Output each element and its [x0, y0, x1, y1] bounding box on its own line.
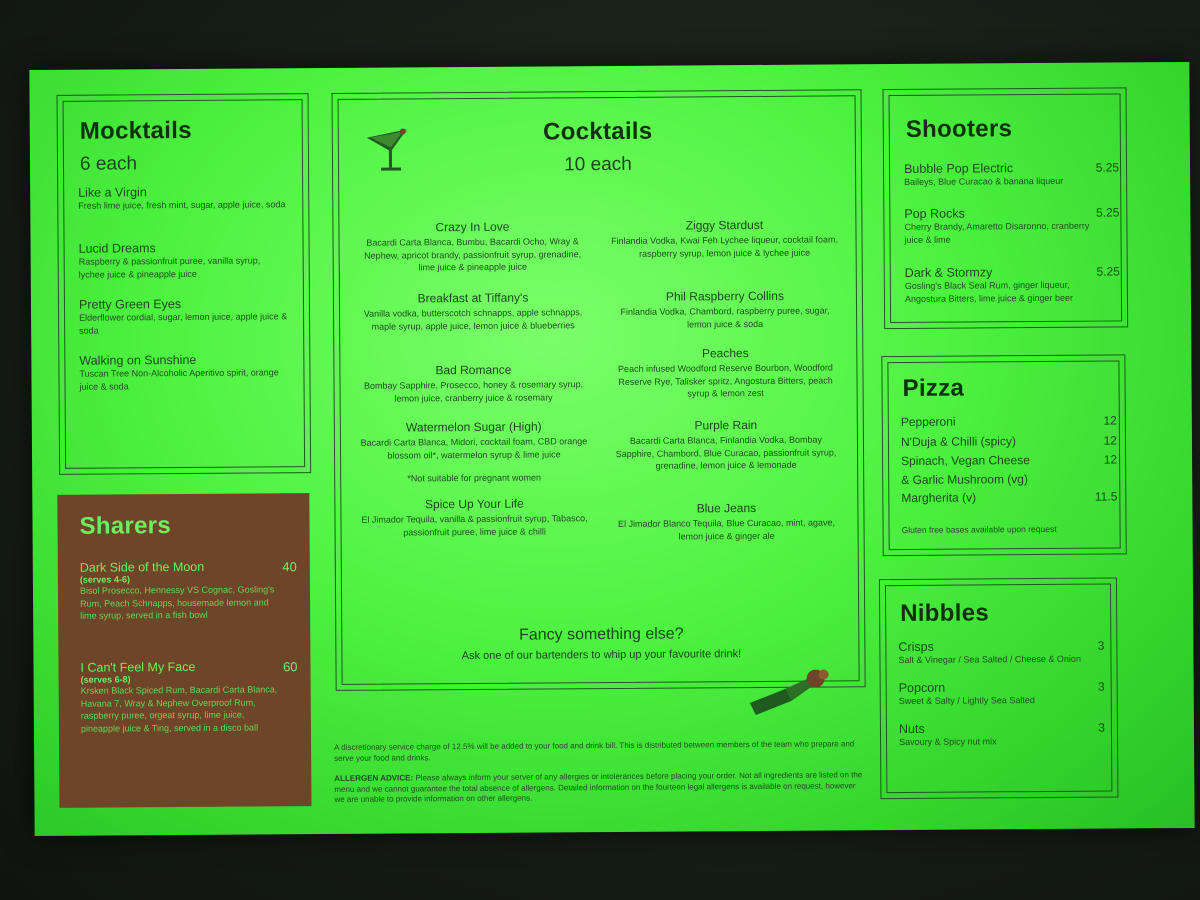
- item-desc: Bacardi Carta Blanca, Midori, cocktail foam, CBD orange blossom oil*, watermelon syrup & lime juice: [360, 436, 588, 461]
- item-name: I Can't Feel My Face: [80, 659, 196, 675]
- list-item: [904, 205, 1120, 246]
- item-desc: Finlandia Vodka, Chambord, raspberry puree, sugar, lemon juice & soda: [620, 305, 830, 329]
- shooters-panel: [882, 87, 1128, 329]
- list-item: [900, 433, 1118, 449]
- fancy-heading: Fancy something else?: [518, 625, 684, 644]
- item-name: Lucid Dreams: [78, 241, 156, 256]
- list-item: [358, 290, 588, 333]
- item-name: Dark & Stormzy: [904, 265, 993, 280]
- list-item: [898, 720, 1106, 749]
- list-item: [901, 452, 1118, 468]
- item-desc: Sweet & Salty / Lightly Sea Salted: [898, 695, 1035, 707]
- item-name: Watermelon Sugar (High): [405, 419, 542, 435]
- item-name: Blue Jeans: [696, 500, 757, 516]
- sharers-title: Sharers: [79, 512, 172, 540]
- item-desc: Cherry Brandy, Amaretto Disaronno, cranberry juice & lime: [904, 220, 1090, 245]
- item-name: Crisps: [898, 639, 934, 655]
- item-name: Popcorn: [898, 680, 946, 696]
- pizza-panel: [881, 354, 1126, 556]
- ask-text: Ask one of our bartenders to whip up your favourite drink!: [461, 648, 742, 663]
- item-name: Margherita (v): [901, 490, 977, 505]
- item-desc: Bacardi Carta Blanca, Finlandia Vodka, Bombay Sapphire, Chambord, Blue Curacao, passionfruit syrup, grenadine, lemon juice & lemonade: [615, 434, 837, 471]
- item-price: 12: [1103, 452, 1118, 467]
- item-desc: Baileys, Blue Curacao & banana liqueur: [904, 175, 1064, 187]
- item-serves: (serves 6-8): [80, 674, 131, 685]
- list-item: [78, 184, 288, 212]
- allergen-text: Please always inform your server of any allergies or intolerances before placing your order. Not all ingredients are listed on the menu and we cannot guarantee the total absence of allergens. Detailed information on the fourteen legal allergens is available on request, however we are unable to provide information on other allergens.: [334, 770, 863, 804]
- item-desc: Bombay Sapphire, Prosecco, honey & rosemary syrup, lemon juice, cranberry juice & rosemary: [363, 379, 584, 404]
- item-price: 5.25: [1095, 160, 1120, 175]
- item-desc: Fresh lime juice, fresh mint, sugar, apple juice, soda: [78, 199, 286, 211]
- item-name: Ziggy Stardust: [685, 217, 764, 233]
- list-item: [80, 659, 298, 734]
- item-name: Spinach, Vegan Cheese: [901, 453, 1030, 468]
- item-desc: El Jimador Blanco Tequila, Blue Curacao, mint, agave, lemon juice & ginger ale: [618, 517, 836, 542]
- cocktails-panel: [332, 89, 866, 691]
- mocktails-price: 6 each: [79, 153, 138, 175]
- item-name: Nuts: [898, 721, 925, 737]
- item-name: Bubble Pop Electric: [904, 161, 1014, 176]
- item-price: 12: [1103, 433, 1118, 448]
- item-desc: Raspberry & passionfruit puree, vanilla syrup, lychee juice & pineapple juice: [78, 255, 261, 280]
- item-price: 3: [1098, 720, 1106, 735]
- item-name: Purple Rain: [694, 417, 758, 433]
- item-price: 5.25: [1096, 264, 1120, 279]
- pizza-note: Gluten free bases available upon request: [901, 523, 1057, 535]
- item-name: Phil Raspberry Collins: [665, 288, 784, 304]
- item-price: 60: [282, 659, 298, 675]
- item-desc: Krsken Black Spiced Rum, Bacardi Carta Blanca, Havana 7, Wray & Nephew Overproof Rum, raspberry puree, orgeat syrup, lime juice, pineapple juice & Ting, served in a disco ball: [80, 684, 278, 734]
- item-desc: Bacardi Carta Blanca, Bumbu, Bacardi Ocho, Wray & Nephew, apricot brandy, passionfruit syrup, grenadine, lime juice & pineapple juice: [364, 236, 582, 273]
- item-name: Pretty Green Eyes: [78, 297, 182, 312]
- list-item: [900, 413, 1117, 429]
- item-name: N'Duja & Chilli (spicy): [900, 434, 1016, 449]
- item-serves: (serves 4-6): [79, 574, 130, 585]
- nibbles-title: Nibbles: [900, 599, 990, 627]
- list-item: [898, 638, 1105, 667]
- sharers-panel: [57, 493, 311, 808]
- item-name: Dark Side of the Moon: [79, 559, 205, 575]
- list-item: [359, 419, 589, 462]
- list-item: [904, 160, 1120, 189]
- item-desc: Gosling's Black Seal Rum, ginger liqueur, Angostura Bitters, lime juice & ginger beer: [904, 279, 1074, 304]
- list-item: [359, 496, 589, 539]
- mocktails-panel: [57, 93, 312, 475]
- item-desc: Vanilla vodka, butterscotch schnapps, apple schnapps, maple syrup, apple juice, lemon juice & blueberries: [363, 307, 583, 332]
- pizza-title: Pizza: [902, 374, 965, 402]
- item-desc: Salt & Vinegar / Sea Salted / Cheese & Onion: [898, 653, 1081, 666]
- item-name: Peaches: [701, 346, 749, 361]
- service-charge-text: A discretionary service charge of 12.5% will be added to your food and drink bill. This is distributed between members of the team who prepare and serve your food and drinks.: [334, 739, 855, 763]
- shooters-title: Shooters: [905, 115, 1013, 143]
- menu-sheet: [29, 62, 1194, 836]
- list-item: [358, 362, 588, 405]
- list-item: [904, 264, 1120, 305]
- list-item: [79, 296, 289, 336]
- nibbles-panel: [879, 577, 1119, 799]
- item-name: Pepperoni: [900, 414, 956, 429]
- list-item: [610, 288, 840, 331]
- item-name: Crazy In Love: [435, 219, 510, 235]
- item-price: 3: [1097, 679, 1105, 694]
- list-item: [901, 489, 1118, 505]
- item-name: Spice Up Your Life: [424, 496, 524, 512]
- list-item: [610, 345, 840, 400]
- item-name: Like a Virgin: [78, 185, 147, 200]
- list-item: [79, 559, 297, 622]
- item-name: & Garlic Mushroom (vg): [901, 472, 1028, 487]
- item-desc: Peach infused Woodford Reserve Bourbon, Woodford Reserve Rye, Talisker spritz, Angostura Bitters, peach syrup & lemon zest: [618, 362, 833, 399]
- item-name: Breakfast at Tiffany's: [417, 290, 529, 306]
- list-item: [898, 679, 1105, 708]
- list-item: [611, 417, 841, 472]
- item-price: 12: [1103, 413, 1117, 428]
- item-desc: Bisol Prosecco, Hennessy VS Cognac, Gosling's Rum, Peach Schnapps, housemade lemon and lime syrup, served in a fish bowl: [79, 584, 275, 621]
- item-name: Walking on Sunshine: [79, 352, 197, 368]
- list-item: [611, 500, 841, 543]
- cocktails-title: Cocktails: [542, 117, 653, 146]
- item-price: 11.5: [1094, 489, 1118, 504]
- item-price: 3: [1097, 638, 1105, 653]
- item-name: Pop Rocks: [904, 206, 965, 221]
- allergen-advice: [334, 770, 864, 805]
- list-item: [79, 240, 289, 280]
- item-desc: Tuscan Tree Non-Alcoholic Aperitivo spirit, orange juice & soda: [79, 367, 279, 392]
- allergen-label: ALLERGEN ADVICE:: [334, 773, 414, 783]
- item-desc: Savoury & Spicy nut mix: [899, 736, 997, 748]
- list-item: [79, 352, 289, 392]
- item-desc: Elderflower cordial, sugar, lemon juice, apple juice & soda: [79, 311, 288, 336]
- item-desc: El Jimador Tequila, vanilla & passionfruit syrup, Tabasco, passionfruit puree, lime juice & chilli: [361, 513, 588, 537]
- list-item: [901, 472, 1101, 487]
- item-price: 5.25: [1095, 205, 1120, 220]
- bottle-icon: [746, 666, 836, 717]
- item-price: 40: [282, 559, 297, 575]
- item-desc: Finlandia Vodka, Kwai Feh Lychee liqueur, cocktail foam, raspberry syrup, lemon juice & lychee juice: [611, 234, 838, 259]
- cocktail-note: *Not suitable for pregnant women: [407, 472, 542, 484]
- list-item: [357, 219, 587, 274]
- mocktails-title: Mocktails: [79, 116, 192, 145]
- item-name: Bad Romance: [435, 362, 512, 378]
- list-item: [609, 217, 839, 260]
- cocktails-price: 10 each: [564, 153, 632, 176]
